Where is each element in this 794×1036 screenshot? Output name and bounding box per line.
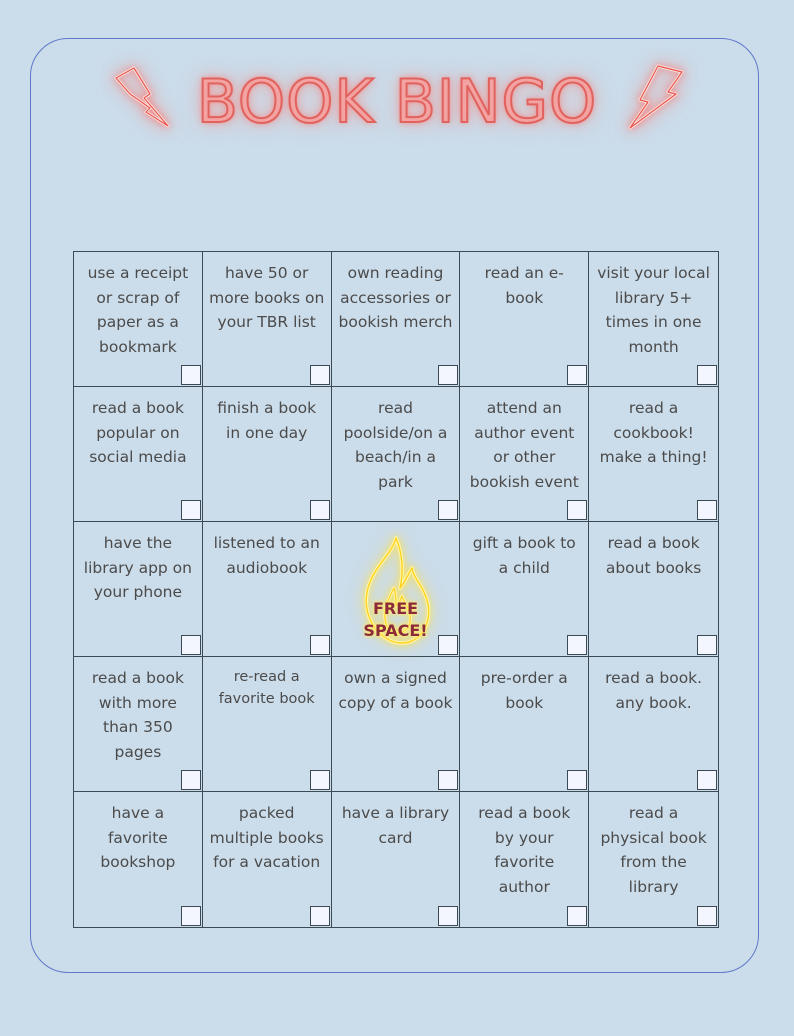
bingo-checkbox[interactable]: [181, 635, 201, 655]
bingo-checkbox[interactable]: [310, 906, 330, 926]
bingo-cell: [203, 792, 332, 927]
bingo-cell: [460, 387, 589, 522]
bingo-checkbox[interactable]: [567, 500, 587, 520]
bingo-cell-text: packed multiple books for a vacation: [209, 804, 324, 871]
bingo-checkbox[interactable]: [438, 635, 458, 655]
bingo-checkbox[interactable]: [697, 906, 717, 926]
bingo-checkbox[interactable]: [310, 635, 330, 655]
bingo-cell-text: read a book about books: [605, 534, 702, 577]
bingo-checkbox[interactable]: [697, 635, 717, 655]
bingo-checkbox[interactable]: [181, 906, 201, 926]
bingo-checkbox[interactable]: [310, 770, 330, 790]
bingo-checkbox[interactable]: [697, 770, 717, 790]
bingo-checkbox[interactable]: [567, 365, 587, 385]
bingo-cell: [589, 792, 718, 927]
bingo-cell: [332, 252, 461, 387]
free-space-line2: SPACE!: [363, 621, 428, 640]
bingo-cell-text: gift a book to a child: [472, 534, 576, 577]
bingo-cell: [74, 387, 203, 522]
bingo-cell-text: have the library app on your phone: [83, 534, 192, 601]
bingo-cell: [332, 657, 461, 792]
bingo-checkbox[interactable]: [181, 770, 201, 790]
bingo-checkbox[interactable]: [697, 365, 717, 385]
bingo-checkbox[interactable]: [181, 365, 201, 385]
bingo-cell: [74, 792, 203, 927]
bingo-cell: [332, 387, 461, 522]
bingo-cell: [203, 657, 332, 792]
bingo-cell: [589, 522, 718, 657]
bingo-cell-text: read a book by your favorite author: [478, 804, 571, 896]
lightning-bolt-icon: [620, 62, 690, 134]
bingo-cell: [74, 522, 203, 657]
bingo-checkbox[interactable]: [310, 500, 330, 520]
page-title: BOOK BINGO: [196, 67, 598, 137]
bingo-checkbox[interactable]: [438, 365, 458, 385]
bingo-cell-text: listened to an audiobook: [213, 534, 320, 577]
bingo-cell-text: read a physical book from the library: [600, 804, 707, 896]
bingo-cell: [203, 252, 332, 387]
bingo-cell: [589, 387, 718, 522]
bingo-cell-text: read a cookbook! make a thing!: [599, 399, 708, 466]
free-space-cell: [332, 522, 461, 657]
bingo-checkbox[interactable]: [697, 500, 717, 520]
bingo-cell: [589, 252, 718, 387]
bingo-cell: [460, 252, 589, 387]
bingo-cell-text: have 50 or more books on your TBR list: [209, 264, 325, 331]
free-space-line1: FREE: [372, 599, 419, 618]
bingo-checkbox[interactable]: [567, 770, 587, 790]
bingo-cell-text: own a signed copy of a book: [338, 669, 453, 712]
bingo-cell-text: read an e-book: [484, 264, 564, 307]
bingo-cell-text: have a library card: [341, 804, 450, 847]
bingo-cell-text: read a book popular on social media: [89, 399, 187, 466]
bingo-cell-text: pre-order a book: [480, 669, 568, 712]
bingo-cell: [460, 657, 589, 792]
bingo-cell: [332, 792, 461, 927]
bingo-checkbox[interactable]: [181, 500, 201, 520]
bingo-cell-text: re-read a favorite book: [218, 669, 315, 707]
bingo-cell: [589, 657, 718, 792]
bingo-cell-text: read a book with more than 350 pages: [91, 669, 184, 761]
bingo-cell-text: own reading accessories or bookish merch: [338, 264, 453, 331]
bingo-checkbox[interactable]: [310, 365, 330, 385]
bingo-cell-text: finish a book in one day: [217, 399, 317, 442]
bingo-cell-text: read a book. any book.: [605, 669, 703, 712]
bingo-checkbox[interactable]: [567, 635, 587, 655]
bingo-cell: [203, 522, 332, 657]
bingo-checkbox[interactable]: [567, 906, 587, 926]
bingo-checkbox[interactable]: [438, 770, 458, 790]
bingo-cell-text: use a receipt or scrap of paper as a bookmark: [87, 264, 189, 356]
bingo-cell-text: attend an author event or other bookish event: [469, 399, 579, 491]
bingo-cell: [460, 792, 589, 927]
bingo-cell: [74, 252, 203, 387]
bingo-cell: [460, 522, 589, 657]
bingo-checkbox[interactable]: [438, 906, 458, 926]
bingo-grid: [73, 251, 719, 928]
bingo-cell-text: visit your local library 5+ times in one month: [597, 264, 710, 356]
bingo-cell: [203, 387, 332, 522]
bingo-cell: [74, 657, 203, 792]
bingo-cell-text: have a favorite bookshop: [100, 804, 176, 871]
bingo-cell-text: read poolside/on a beach/in a park: [343, 399, 448, 491]
bingo-checkbox[interactable]: [438, 500, 458, 520]
